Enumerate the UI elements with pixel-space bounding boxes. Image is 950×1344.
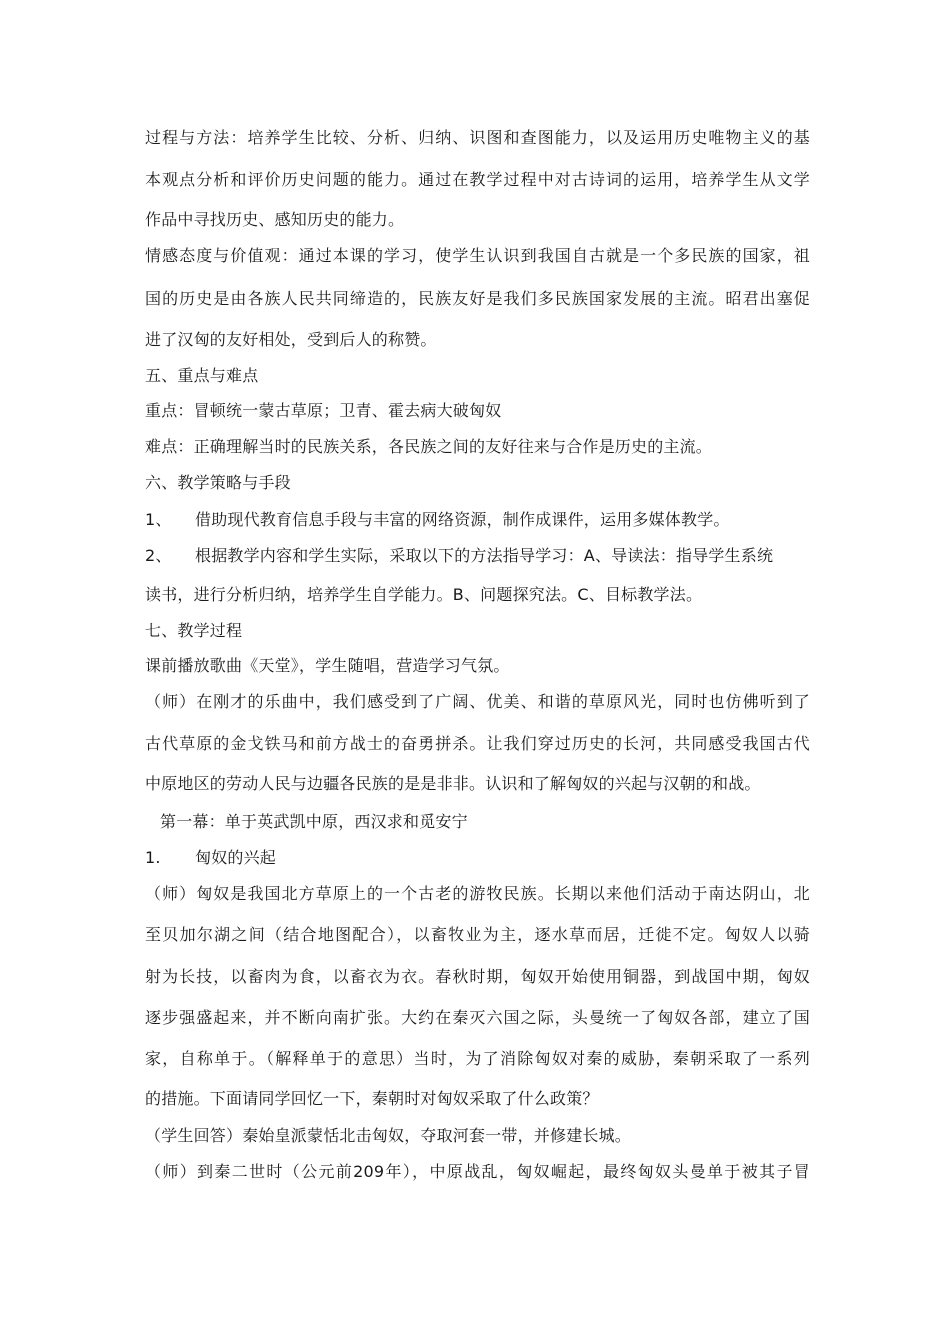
- subsection-heading: [145, 848, 810, 868]
- list-item: [145, 510, 810, 530]
- paragraph-line: 难点：正确理解当时的民族关系，各民族之间的友好往来与合作是历史的主流。: [145, 437, 713, 456]
- section-heading: 六、教学策略与手段: [145, 473, 291, 492]
- paragraph-line: 进了汉匈的友好相处，受到后人的称赞。: [145, 330, 437, 349]
- paragraph-line: （师）匈奴是我国北方草原上的一个古老的游牧民族。长期以来他们活动于南达阴山，北: [145, 884, 810, 903]
- act-heading: 第一幕：单于英武凯中原，西汉求和觅安宁: [160, 812, 468, 831]
- paragraph-line: 国的历史是由各族人民共同缔造的，民族友好是我们多民族国家发展的主流。昭君出塞促: [145, 289, 810, 308]
- list-item-text: 借助现代教育信息手段与丰富的网络资源，制作成课件，运用多媒体教学。: [195, 510, 730, 529]
- subsection-title: 匈奴的兴起: [195, 848, 277, 867]
- paragraph-line: 中原地区的劳动人民与边疆各民族的是是非非。认识和了解匈奴的兴起与汉朝的和战。: [145, 774, 761, 793]
- paragraph-line: （师）到秦二世时（公元前209年），中原战乱，匈奴崛起，最终匈奴头曼单于被其子冒: [145, 1162, 810, 1181]
- paragraph-line: 情感态度与价值观：通过本课的学习，使学生认识到我国自古就是一个多民族的国家，祖: [145, 246, 810, 265]
- paragraph-line: 的措施。下面请同学回忆一下，秦朝时对匈奴采取了什么政策？: [145, 1089, 599, 1108]
- section-heading: 五、重点与难点: [145, 366, 259, 385]
- list-item-text: 根据教学内容和学生实际，采取以下的方法指导学习：A、导读法：指导学生系统: [195, 546, 774, 565]
- paragraph-line: 家，自称单于。（解释单于的意思）当时，为了消除匈奴对秦的威胁，秦朝采取了一系列: [145, 1049, 810, 1068]
- paragraph-line: 射为长技，以畜肉为食，以畜衣为衣。春秋时期，匈奴开始使用铜器，到战国中期，匈奴: [145, 967, 810, 986]
- paragraph-line: 至贝加尔湖之间（结合地图配合），以畜牧业为主，逐水草而居，迁徙不定。匈奴人以骑: [145, 925, 810, 944]
- paragraph-line: 课前播放歌曲《天堂》，学生随唱，营造学习气氛。: [145, 656, 510, 675]
- section-heading: 七、教学过程: [145, 621, 243, 640]
- list-item: [145, 546, 810, 566]
- paragraph-line: 重点：冒顿统一蒙古草原；卫青、霍去病大破匈奴: [145, 401, 502, 420]
- paragraph-line: 作品中寻找历史、感知历史的能力。: [145, 210, 405, 229]
- paragraph-line: 读书，进行分析归纳，培养学生自学能力。B、问题探究法。C、目标教学法。: [145, 585, 703, 604]
- paragraph-line: 本观点分析和评价历史问题的能力。通过在教学过程中对古诗词的运用，培养学生从文学: [145, 170, 810, 189]
- paragraph-line: （学生回答）秦始皇派蒙恬北击匈奴，夺取河套一带，并修建长城。: [145, 1126, 632, 1145]
- paragraph-line: 逐步强盛起来，并不断向南扩张。大约在秦灭六国之际，头曼统一了匈奴各部，建立了国: [145, 1008, 810, 1027]
- paragraph-line: 古代草原的金戈铁马和前方战士的奋勇拼杀。让我们穿过历史的长河，共同感受我国古代: [145, 734, 810, 753]
- list-number: 1、: [145, 510, 172, 529]
- paragraph-line: 过程与方法：培养学生比较、分析、归纳、识图和查图能力，以及运用历史唯物主义的基: [145, 128, 810, 147]
- subsection-number: 1.: [145, 848, 161, 867]
- list-number: 2、: [145, 546, 172, 565]
- paragraph-line: （师）在刚才的乐曲中，我们感受到了广阔、优美、和谐的草原风光，同时也仿佛听到了: [145, 692, 810, 711]
